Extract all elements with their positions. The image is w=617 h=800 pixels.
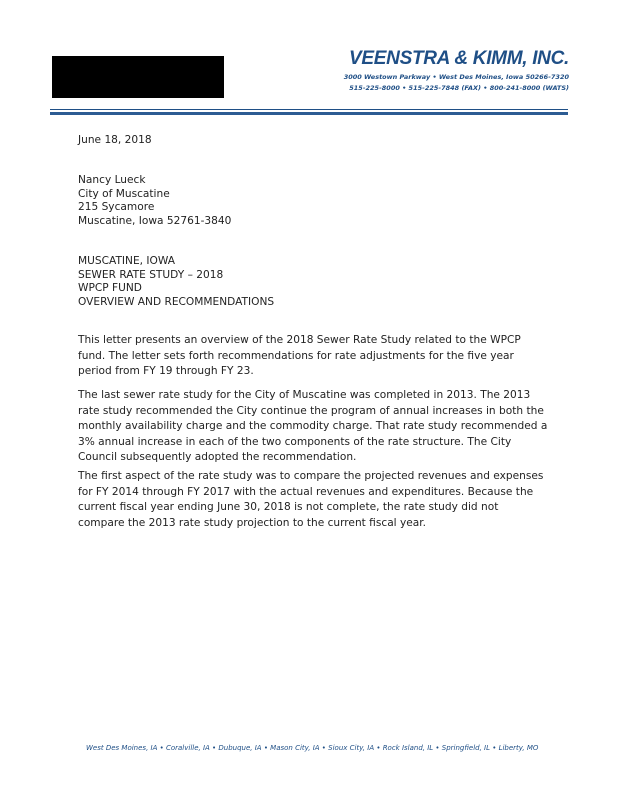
recipient-line: 215 Sycamore bbox=[78, 201, 155, 214]
subject-block bbox=[78, 255, 274, 309]
redacted-block bbox=[52, 56, 224, 98]
firm-name: VEENSTRA & KIMM, INC. bbox=[349, 48, 569, 69]
subject-line: OVERVIEW AND RECOMMENDATIONS bbox=[78, 295, 275, 308]
subject-line: SEWER RATE STUDY – 2018 bbox=[78, 268, 224, 281]
footer-offices: West Des Moines, IA • Coralville, IA • Dubuque, IA • Mason City, IA • Sioux City, IA • Rock Island, IL • Springfield, IL • Liberty, MO bbox=[86, 744, 539, 752]
recipient-line: Nancy Lueck bbox=[78, 174, 146, 186]
firm-phones: 515-225-8000 • 515-225-7848 (FAX) • 800-241-8000 (WATS) bbox=[349, 84, 569, 92]
letter-date: June 18, 2018 bbox=[78, 134, 152, 146]
recipient-line: Muscatine, Iowa 52761-3840 bbox=[78, 214, 232, 227]
paragraph: The last sewer rate study for the City of Muscatine was completed in 2013. The 2013 rate study recommended the City continue the program of annual increases in both the monthly availability charge and the commodity charge. That rate study recommended a 3% annual increase in each of the two components of the rate structure. The City Council subsequently adopted the recommendation. bbox=[78, 389, 548, 464]
subject-line: WPCP FUND bbox=[78, 282, 142, 295]
letterhead bbox=[344, 48, 569, 92]
subject-line: MUSCATINE, IOWA bbox=[78, 255, 175, 267]
header-rule-thick bbox=[50, 112, 568, 115]
recipient-line: City of Muscatine bbox=[78, 187, 170, 200]
firm-address: 3000 Westown Parkway • West Des Moines, Iowa 50266-7320 bbox=[343, 73, 569, 81]
header-rule-thin bbox=[50, 109, 568, 110]
paragraph: This letter presents an overview of the 2018 Sewer Rate Study related to the WPCP fund. The letter sets forth recommendations for rate adjustments for the five year period from FY 19 through FY 23. bbox=[78, 334, 521, 378]
recipient-block bbox=[78, 174, 231, 228]
paragraph: The first aspect of the rate study was to compare the projected revenues and expenses for FY 2014 through FY 2017 with the actual revenues and expenditures. Because the current fiscal year ending June 30, 2018 is not complete, the rate study did not compare the 2013 rate study projection to the current fiscal year. bbox=[78, 470, 544, 529]
